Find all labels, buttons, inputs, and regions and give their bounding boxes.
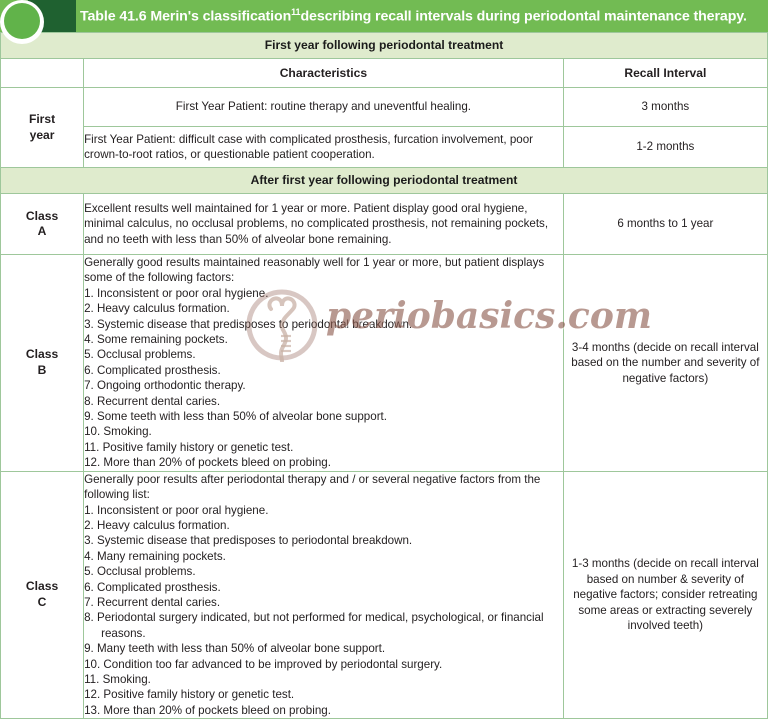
list-item: 8. Periodontal surgery indicated, but not performed for medical, psychological, or financial reasons. [84,611,544,640]
list-item: 11. Smoking. [84,672,151,686]
list-item: 2. Heavy calculus formation. [84,302,230,316]
class-b-lead: Generally good results maintained reasonably well for 1 year or more, but patient displays some of the following factors: [84,256,545,285]
list-item: 4. Many remaining pockets. [84,549,226,563]
page-title-main: Table 41.6 Merin's classification [80,8,292,25]
class-label-letter: A [37,224,47,238]
table-title-bar [0,0,768,32]
watermark-text: periobasics.com [326,295,652,337]
row-label-class-c [1,471,84,719]
list-item: 1. Inconsistent or poor oral hygiene. [84,503,269,517]
list-item: 8. Recurrent dental caries. [84,394,221,408]
column-header-characteristics: Characteristics [84,59,564,88]
list-item: 10. Condition too far advanced to be improved by periodontal surgery. [84,657,443,671]
table-row [1,255,768,472]
cell-characteristics: First Year Patient: difficult case with complicated prosthesis, furcation involvement, poor crown-to-root ratios, or questionable patient cooperation. [84,127,564,168]
cell-recall-interval-class-a: 6 months to 1 year [563,194,767,255]
cell-recall-interval-class-b: 3-4 months (decide on recall interval based on the number and severity of negative factors) [563,255,767,472]
row-label-class-b [1,255,84,472]
table-row [1,127,768,168]
section-heading-after-first-year: After first year following periodontal treatment [1,168,768,194]
list-item: 9. Some teeth with less than 50% of alveolar bone support. [84,410,388,424]
class-label-word: Class [25,208,59,223]
list-item: 3. Systemic disease that predisposes to periodontal breakdown. [84,317,413,331]
class-label-word: Class [25,579,59,594]
list-item: 5. Occlusal problems. [84,348,196,362]
class-b-factor-list [84,286,563,471]
list-item: 2. Heavy calculus formation. [84,518,230,532]
cell-recall-interval-class-c: 1-3 months (decide on recall interval based on number & severity of negative factors; consider retreating some areas or extracting severely involved teeth) [563,471,767,719]
list-item: 7. Recurrent dental caries. [84,595,221,609]
list-item: 6. Complicated prosthesis. [84,580,221,594]
cell-characteristics: First Year Patient: routine therapy and uneventful healing. [84,88,564,127]
class-label-word: Class [25,347,59,362]
list-item: 6. Complicated prosthesis. [84,363,221,377]
cell-characteristics-class-b [84,255,564,472]
list-item: 10. Smoking. [84,425,152,439]
merin-classification-table [0,32,768,719]
class-a-lead: Excellent results well maintained for 1 year or more. Patient display good oral hygiene, minimal calculus, no occlusal problems, no complicated prosthesis, not remaining pockets, and no teeth with less than 50% of alveolar bone remaining. [84,201,549,246]
list-item: 12. More than 20% of pockets bleed on probing. [84,456,331,470]
page-title [80,7,747,25]
list-item: 12. Positive family history or genetic test. [84,688,295,702]
list-item: 1. Inconsistent or poor oral hygiene. [84,286,269,300]
logo-circle-icon [0,0,44,44]
table-row [1,471,768,719]
cell-recall-interval: 3 months [563,88,767,127]
class-label-letter: C [37,594,47,609]
table-row [1,168,768,194]
list-item: 3. Systemic disease that predisposes to periodontal breakdown. [84,534,413,548]
column-header-recall-interval: Recall Interval [563,59,767,88]
table-row [1,59,768,88]
table-row [1,88,768,127]
list-item: 11. Positive family history or genetic test. [84,440,294,454]
row-label-first-year: First year [1,88,84,168]
section-heading-first-year: First year following periodontal treatment [1,33,768,59]
list-item: 13. More than 20% of pockets bleed on probing. [84,703,331,717]
cell-characteristics-class-c [84,471,564,719]
cell-recall-interval: 1-2 months [563,127,767,168]
list-item: 9. Many teeth with less than 50% of alveolar bone support. [84,642,386,656]
table-row [1,33,768,59]
column-header-class [1,59,84,88]
cell-characteristics-class-a [84,194,564,255]
page-title-rest: describing recall intervals during periodontal maintenance therapy. [300,8,747,25]
row-label-class-a [1,194,84,255]
table-row [1,194,768,255]
page-title-citation: 11 [291,7,301,18]
list-item: 4. Some remaining pockets. [84,333,228,347]
class-c-factor-list [84,503,563,719]
class-c-lead: Generally poor results after periodontal therapy and / or several negative factors from the following list: [84,472,541,502]
logo-circle-fill [4,3,40,39]
list-item: 7. Ongoing orthodontic therapy. [84,379,246,393]
list-item: 5. Occlusal problems. [84,565,196,579]
class-label-letter: B [37,362,47,377]
